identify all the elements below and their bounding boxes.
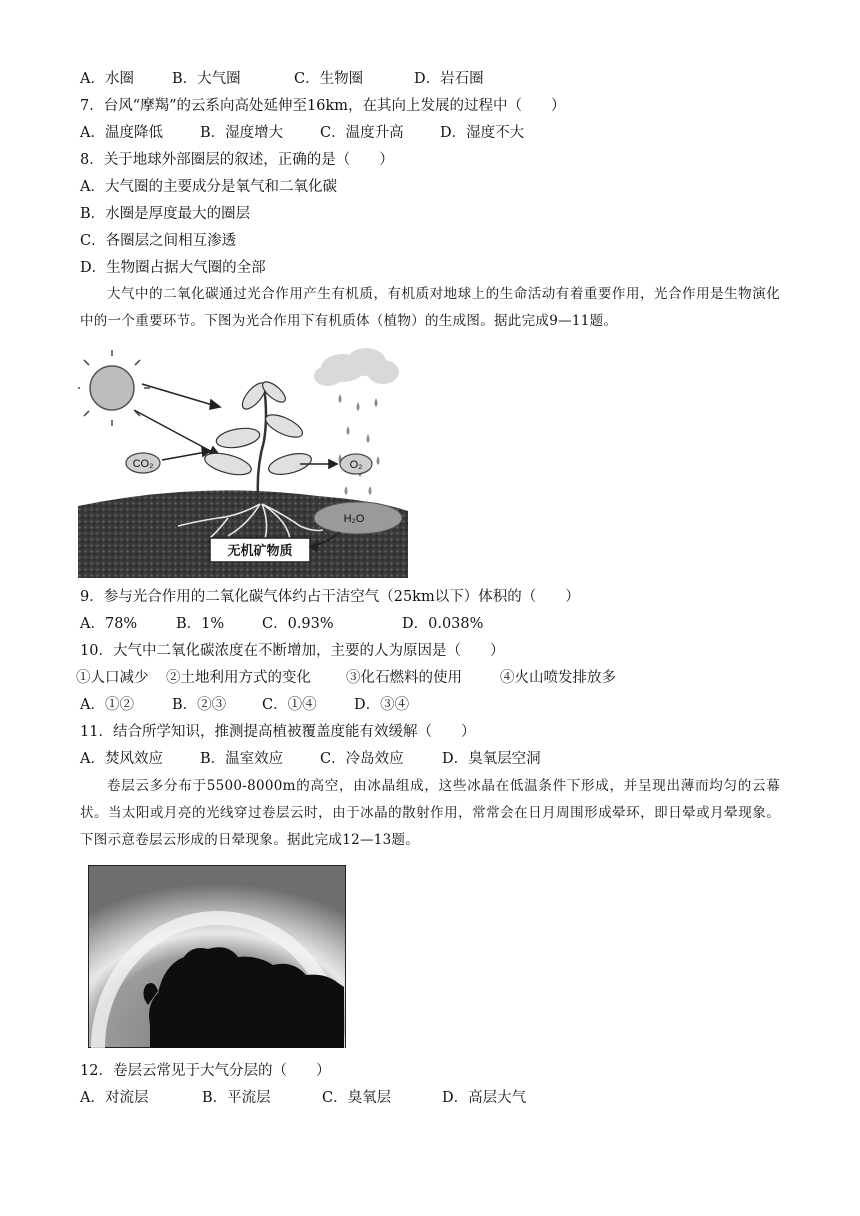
q12-stem: 12．卷层云常见于大气分层的（ ）	[80, 1063, 331, 1079]
photosynthesis-figure	[78, 346, 408, 578]
q11-options	[80, 749, 541, 769]
q11-option-c: C．冷岛效应	[320, 751, 404, 767]
q10-option-b: B．②③	[172, 697, 227, 713]
q7-options	[80, 123, 524, 143]
q11-option-b: B．温室效应	[200, 751, 284, 767]
q8-option-d: D．生物圈占据大气圈的全部	[80, 260, 266, 276]
sun-icon	[78, 350, 150, 426]
q6-option-a: A．水圈	[80, 71, 134, 87]
q7-option-b: B．湿度增大	[200, 125, 284, 141]
q6-option-b: B．大气圈	[172, 71, 241, 87]
minerals-label: 无机矿物质	[227, 544, 293, 559]
q6-options	[80, 69, 484, 89]
q10-choices	[76, 668, 616, 688]
q10-option-a: A．①②	[80, 697, 134, 713]
co2-label: CO₂	[132, 458, 154, 470]
h2o-label: H₂O	[343, 513, 365, 525]
q10-option-c: C．①④	[262, 697, 317, 713]
q9-option-c: C．0.93%	[262, 616, 334, 632]
q8-option-b: B．水圈是厚度最大的圈层	[80, 206, 251, 222]
q11-stem: 11．结合所学知识，推测提高植被覆盖度能有效缓解（ ）	[80, 724, 476, 740]
q10-stem: 10．大气中二氧化碳浓度在不断增加，主要的人为原因是（ ）	[80, 643, 505, 659]
q10-choice-4: ④火山喷发排放多	[500, 670, 616, 686]
q9-option-a: A．78%	[80, 616, 138, 632]
q9-options	[80, 614, 483, 634]
q10-choice-1: ①人口减少	[76, 670, 149, 686]
q12-option-b: B．平流层	[202, 1090, 271, 1106]
q9-option-d: D．0.038%	[402, 616, 484, 632]
q6-option-d: D．岩石圈	[414, 71, 484, 87]
q7-stem: 7．台风“摩羯”的云系向高处延伸至16km，在其向上发展的过程中（ ）	[80, 98, 566, 114]
q7-option-d: D．湿度不大	[440, 125, 525, 141]
q9-stem: 9．参与光合作用的二氧化碳气体约占干洁空气（25km以下）体积的（ ）	[80, 589, 580, 605]
q8-option-a: A．大气圈的主要成分是氧气和二氧化碳	[80, 179, 337, 195]
q10-options	[80, 695, 409, 715]
cloud-icon	[314, 348, 399, 386]
q7-option-a: A．温度降低	[80, 125, 163, 141]
q6-option-c: C．生物圈	[294, 71, 364, 87]
q10-choice-3: ③化石燃料的使用	[346, 670, 462, 686]
q9-option-b: B．1%	[176, 616, 225, 632]
passage-cirrostratus: 卷层云多分布于5500-8000m的高空，由冰晶组成，这些冰晶在低温条件下形成，并呈现出薄而均匀的云幕状。当太阳或月亮的光线穿过卷层云时，由于冰晶的散射作用，常常会在日月周围形成晕环，即日晕或月晕现象。下图示意卷层云形成的日晕现象。据此完成12—13题。	[80, 778, 780, 848]
o2-label: O₂	[349, 459, 363, 471]
q8-option-c: C．各圈层之间相互渗透	[80, 233, 237, 249]
q10-choice-2: ②土地利用方式的变化	[166, 670, 311, 686]
halo-photo	[88, 865, 346, 1048]
q12-option-d: D．高层大气	[442, 1090, 527, 1106]
q11-option-a: A．焚风效应	[80, 751, 163, 767]
q11-option-d: D．臭氧层空洞	[442, 751, 541, 767]
rain-drops	[339, 394, 380, 495]
q7-option-c: C．温度升高	[320, 125, 404, 141]
passage-photosynthesis: 大气中的二氧化碳通过光合作用产生有机质，有机质对地球上的生命活动有着重要作用，光合作用是生物演化中的一个重要环节。下图为光合作用下有机质体（植物）的生成图。据此完成9—11题。	[80, 286, 780, 329]
q8-stem: 8．关于地球外部圈层的叙述，正确的是（ ）	[80, 152, 394, 168]
q10-option-d: D．③④	[354, 697, 410, 713]
q12-option-a: A．对流层	[80, 1090, 149, 1106]
q12-options	[80, 1088, 526, 1108]
q12-option-c: C．臭氧层	[322, 1090, 392, 1106]
